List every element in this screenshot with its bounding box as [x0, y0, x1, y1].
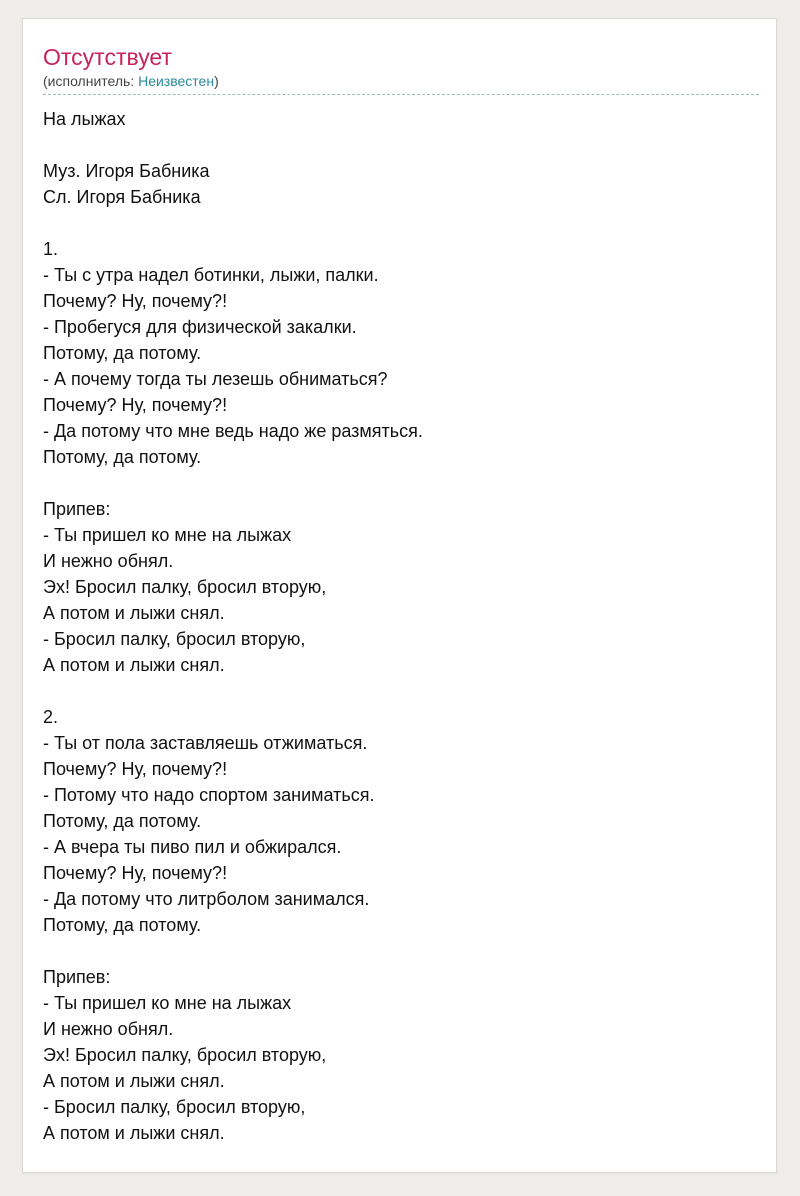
lyrics-card: [22, 18, 777, 1173]
song-title: Отсутствует: [43, 44, 172, 70]
artist-line: [43, 72, 759, 90]
artist-suffix: ): [214, 73, 219, 89]
artist-prefix: (исполнитель:: [43, 73, 139, 89]
artist-link[interactable]: Неизвестен: [138, 73, 215, 89]
song-header: [43, 44, 759, 95]
lyrics-text: На лыжах Муз. Игоря Бабника Сл. Игоря Бабника 1. - Ты с утра надел ботинки, лыжи, палки. Почему? Ну, почему?! - Пробегуся для физической закалки. Потому, да потому. - А почему тогда ты лезешь обниматься? Почему? Ну, почему?! - Да потому что мне ведь надо же размяться. Потому, да потому. Припев: - Ты пришел ко мне на лыжах И нежно обнял. Эх! Бросил палку, бросил вторую, А потом и лыжи снял. - Бросил палку, бросил вторую, А потом и лыжи снял. 2. - Ты от пола заставляешь отжиматься. Почему? Ну, почему?! - Потому что надо спортом заниматься. Потому, да потому. - А вчера ты пиво пил и обжирался. Почему? Ну, почему?! - Да потому что литрболом занимался. Потому, да потому. Припев: - Ты пришел ко мне на лыжах И нежно обнял. Эх! Бросил палку, бросил вторую, А потом и лыжи снял. - Бросил палку, бросил вторую, А потом и лыжи снял.: [43, 109, 423, 1143]
